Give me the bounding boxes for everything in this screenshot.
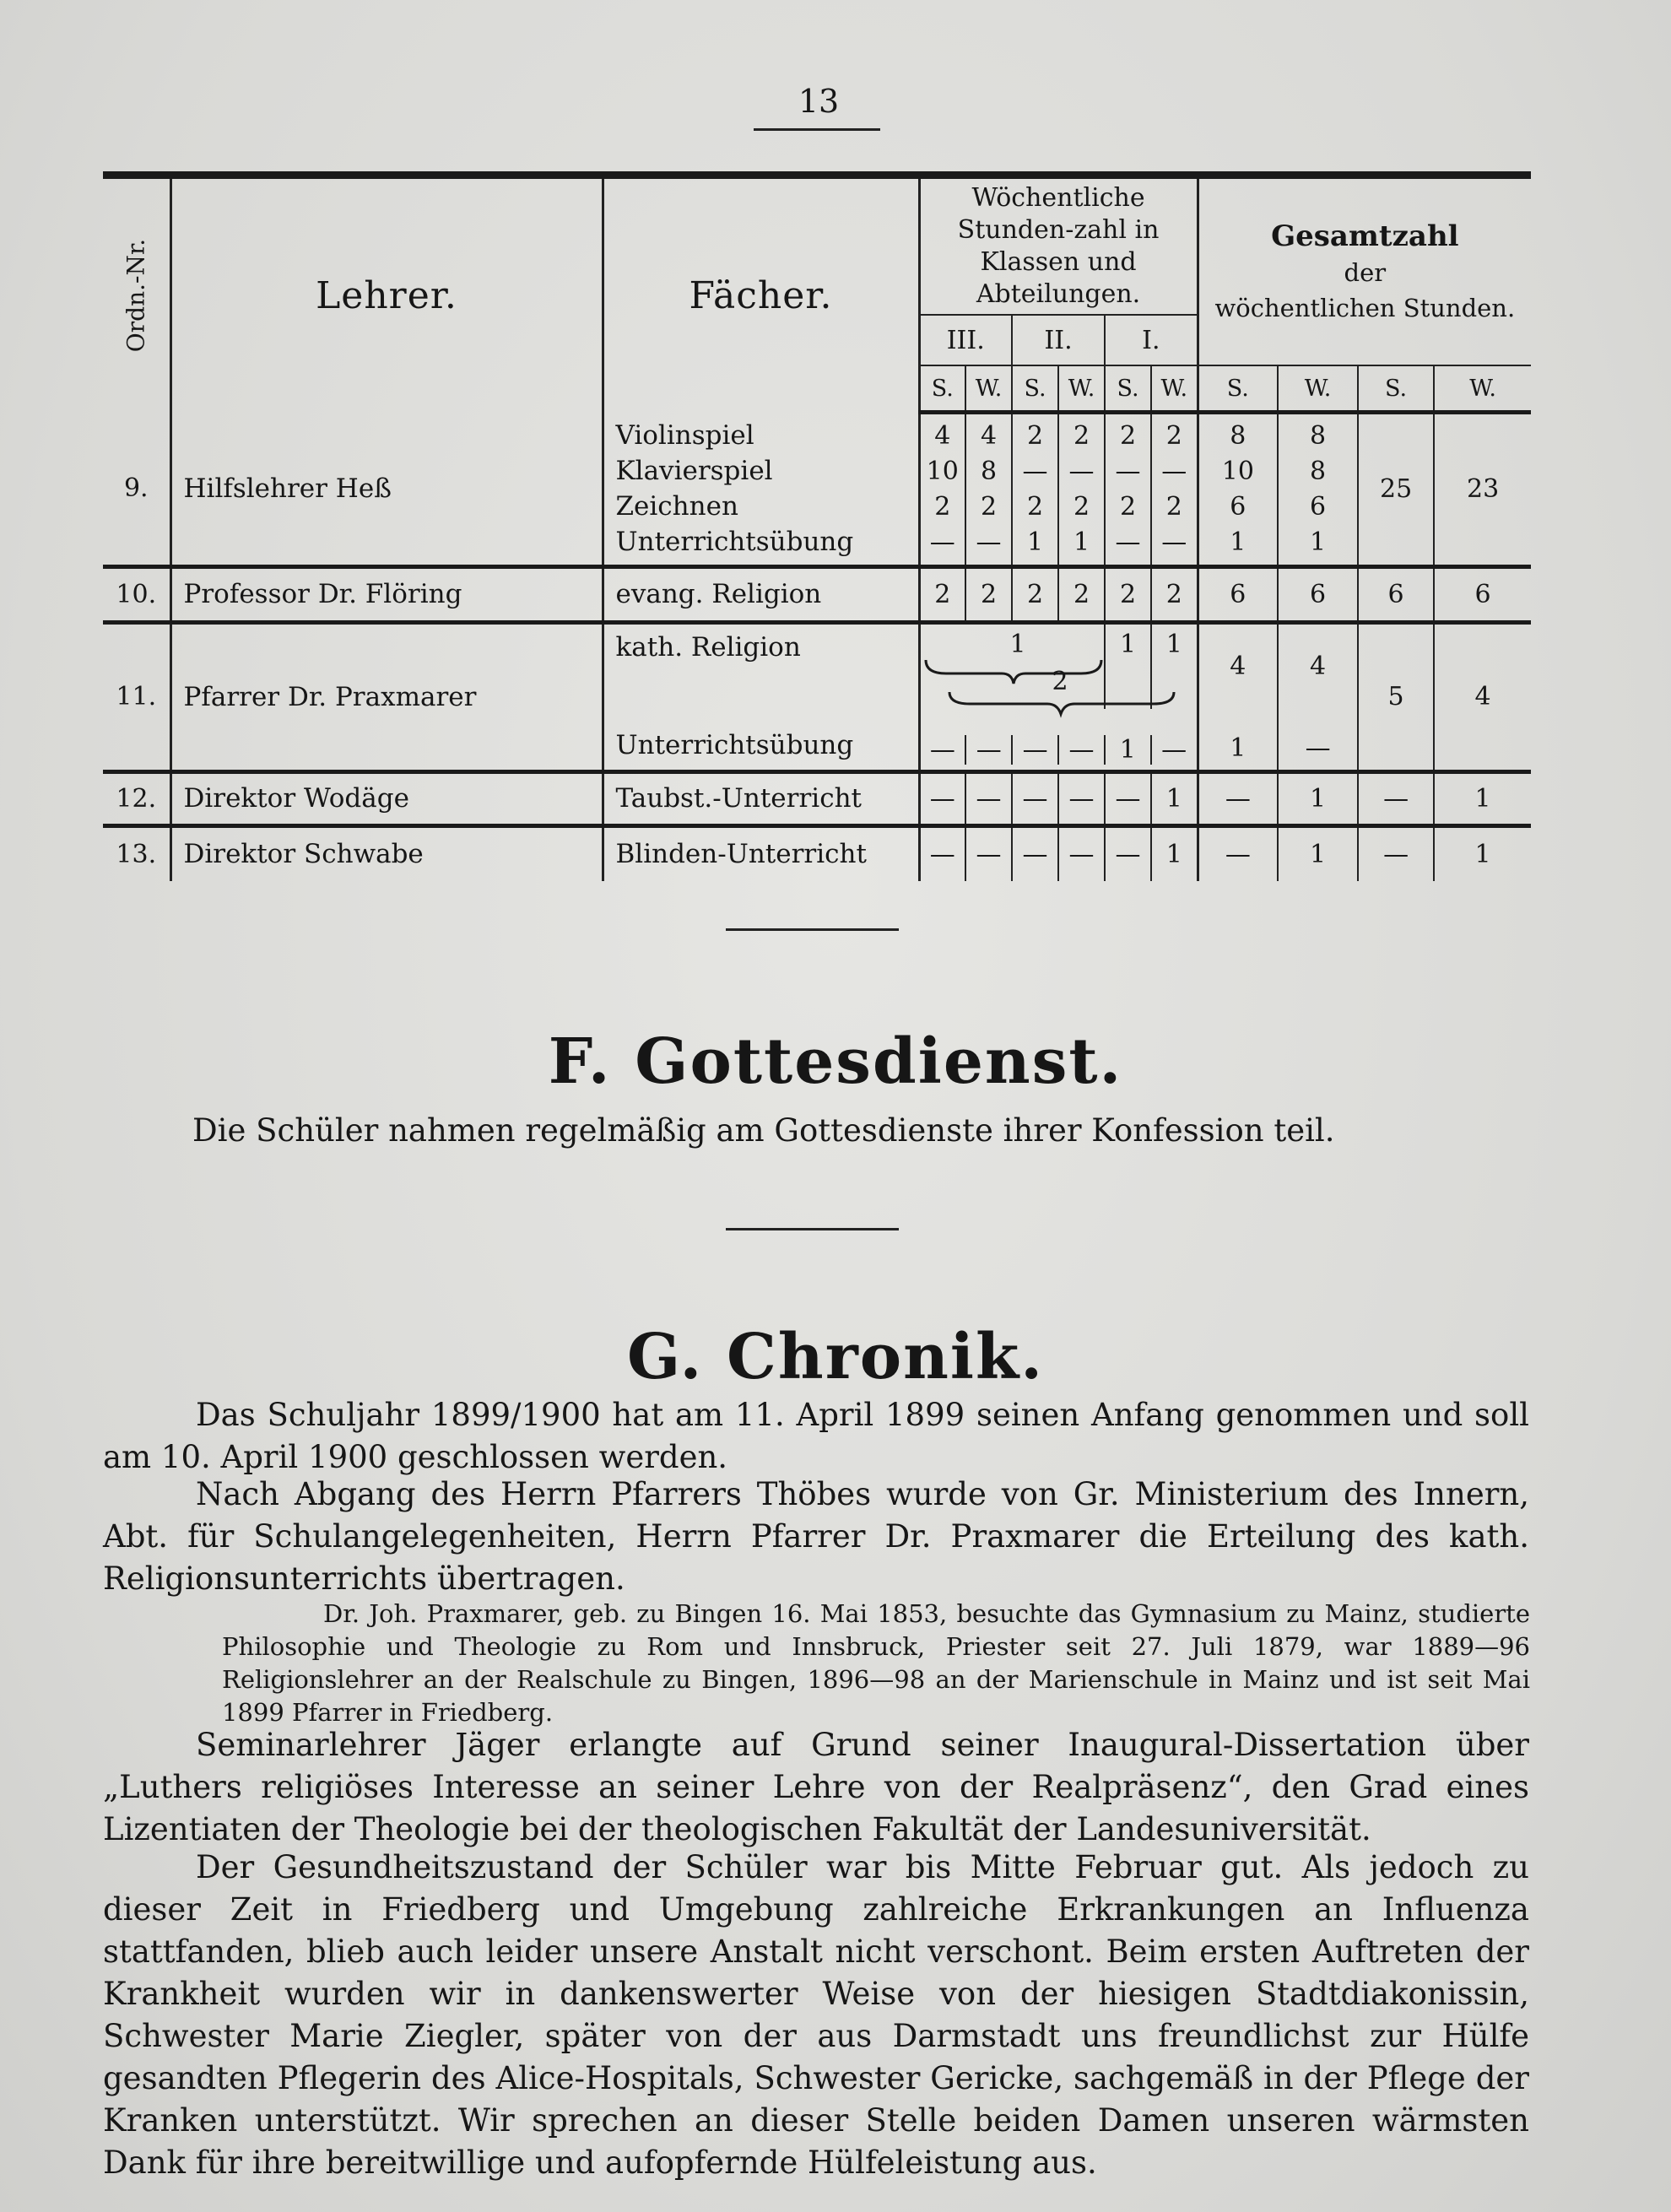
subject: Unterrichtsübung [603,709,919,772]
teacher-name: Direktor Wodäge [170,771,603,825]
table-row-12 [103,771,1531,825]
teaching-hours-table [103,171,1531,881]
teacher-name: Pfarrer Dr. Praxmarer [170,622,603,771]
subject: Violinspiel [615,419,754,451]
cell-i-w: 1 [1151,622,1198,709]
header-w: W. [965,365,1012,413]
cell-i-s: 2 [1105,566,1151,622]
cell-ii-w: 2 [1058,566,1105,622]
cell-iii-s: — [929,734,955,765]
table-row-13 [103,825,1531,881]
header-class-i: I. [1105,315,1198,365]
cell-subtotal-w: 1 [1278,825,1358,881]
header-gesamtzahl-sub: wöchentlichen Stunden. [1214,293,1516,322]
cell-subtotal-s: 1 [1198,709,1278,772]
subject: kath. Religion [603,622,919,709]
header-gesamtzahl-title: Gesamtzahl [1271,219,1459,253]
subject: evang. Religion [603,566,919,622]
cell-i-s: 1 [1105,622,1151,709]
header-w: W. [1058,365,1105,413]
cell-subtotal-w: 8 8 6 1 [1278,413,1358,567]
header-faecher: Fächer. [603,176,919,413]
cell-total-s: 6 [1358,566,1434,622]
table-row-11 [103,622,1531,709]
cell-ii-s: 2 — 2 1 [1012,413,1058,567]
page-number-rule [754,128,880,131]
cell-subtotal-w: 4 [1278,622,1358,709]
chronicle-footnote: Dr. Joh. Praxmarer, geb. zu Bingen 16. Mai 1853, besuchte das Gymnasium zu Mainz, studierte Philosophie und Theologie zu Rom und Innsbruck, Priester seit 27. Juli 1879, war 1889—96 Religionslehrer an der Realschule zu Bingen, 1896—98 an der Marienschule in Mainz und ist seit Mai 1899 Pfarrer in Friedberg. [222,1599,1530,1727]
header-s: S. [1198,365,1278,413]
cell-ii-s: — [1011,735,1057,765]
cell-total-w: 6 [1434,566,1531,622]
cell-subtotal-w: 1 [1278,771,1358,825]
section-f-text: Die Schüler nahmen regelmäßig am Gottesdienste ihrer Konfession teil. [192,1112,1335,1149]
subject: Zeichnen [615,490,738,522]
cell-ii-s: — [1012,771,1058,825]
row-number: 13. [116,839,157,869]
cell-ii-s: — [1012,825,1058,881]
cell-total-s: — [1358,771,1434,825]
cell-subtotal-s: 4 [1198,622,1278,709]
cell-total-s: 5 [1358,622,1434,771]
subject: Klavierspiel [615,455,773,486]
cell-subtotal-w: 6 [1278,566,1358,622]
section-divider-rule [726,1228,899,1230]
header-class-ii: II. [1012,315,1105,365]
cell-i-w: 1 [1151,771,1198,825]
header-woechentliche-stunden: Wöchentliche Stunden-zahl in Klassen und Abteilungen. [919,176,1198,316]
section-g-heading: G. Chronik. [626,1321,1045,1393]
subject-list [603,413,919,567]
table-row-10 [103,566,1531,622]
cell-ii-w: — [1058,771,1105,825]
subject: Blinden-Unterricht [603,825,919,881]
brace-bottom-value: 2 [1052,666,1068,696]
row-number: 9. [123,473,149,503]
row-number: 12. [116,783,157,814]
cell-iii-s: — [919,771,965,825]
exercise-cells [921,735,1197,765]
teacher-name: Direktor Schwabe [170,825,603,881]
cell-i-s: 2 — 2 — [1105,413,1151,567]
header-w: W. [1151,365,1198,413]
cell-i-w: 1 [1151,825,1198,881]
cell-i-w: 2 [1151,566,1198,622]
cell-ii-w: — [1057,735,1104,765]
cell-total-w: 4 [1434,622,1531,771]
cell-total-w: 1 [1434,825,1531,881]
cell-i-s: — [1105,825,1151,881]
teacher-name: Professor Dr. Flöring [170,566,603,622]
cell-subtotal-s: 6 [1198,566,1278,622]
cell-subtotal-s: — [1198,825,1278,881]
cell-iii-w: 4 8 2 — [965,413,1012,567]
header-gesamtzahl [1198,176,1531,366]
header-gesamtzahl-der: der [1344,257,1387,287]
cell-i-s: — [1105,771,1151,825]
cell-total-w: 1 [1434,771,1531,825]
cell-subtotal-s: — [1198,771,1278,825]
chronicle-paragraph-3: Seminarlehrer Jäger erlangte auf Grund seiner Inaugural-Dissertation über „Luthers religiöses Interesse an seiner Lehre von der Realpräsenz“, den Grad eines Lizentiaten der Theologie bei der theologischen Fakultät der Landesuniversität. [103,1727,1529,1847]
table-row-9 [103,413,1531,567]
cell-iii-s: 4 10 2 — [919,413,965,567]
subject: Unterrichtsübung [615,526,854,557]
cell-ii-w: — [1058,825,1105,881]
cell-subtotal-s: 8 10 6 1 [1198,413,1278,567]
brace-top-value: 1 [1009,629,1026,659]
chronicle-paragraph-1: Das Schuljahr 1899/1900 hat am 11. April 1899 seinen Anfang genommen und soll am 10. April 1900 geschlossen werden. [103,1397,1529,1475]
brace-cell-all-classes [919,666,1198,772]
cell-i-w: 2 — 2 — [1151,413,1198,567]
cell-total-w: 23 [1434,413,1531,567]
cell-i-s: 1 [1104,735,1150,765]
cell-iii-w: — [965,825,1012,881]
page-number: 13 [798,83,840,120]
cell-iii-w: — [965,771,1012,825]
section-f-heading: F. Gottesdienst. [548,1025,1123,1098]
cell-iii-w: — [965,735,1011,765]
subject: Taubst.-Unterricht [603,771,919,825]
chronicle-paragraph-4: Der Gesundheitszustand der Schüler war bis Mitte Februar gut. Als jedoch zu dieser Zeit in Friedberg und Umgebung zahlreiche Erkrankungen an Influenza stattfanden, blieb auch leider unsere Anstalt nicht verschont. Beim ersten Auftreten der Krankheit wurden wir in dankenswerter Weise von der hiesigen Stadtdiakonissin, Schwester Marie Ziegler, später von der aus Darmstadt uns freundlichst zur Hülfe gesandten Pflegerin des Alice-Hospitals, Schwester Gericke, sachgemäß in der Pflege der Kranken unterstützt. Wir sprechen an dieser Stelle beiden Damen unseren wärmsten Dank für ihre bereitwillige und aufopfernde Hülfeleistung aus. [103,1849,1529,2181]
header-w: W. [1278,365,1358,413]
cell-i-w: — [1150,735,1197,765]
header-lehrer: Lehrer. [170,176,603,413]
cell-total-s: 25 [1358,413,1434,567]
cell-ii-s: 2 [1012,566,1058,622]
header-s: S. [919,365,965,413]
table-end-rule [726,928,899,931]
header-class-iii: III. [919,315,1012,365]
cell-total-s: — [1358,825,1434,881]
header-ordn-nr: Ordn.-Nr. [122,239,150,353]
chronicle-paragraph-2: Nach Abgang des Herrn Pfarrers Thöbes wurde von Gr. Ministerium des Innern, Abt. für Schulangelegenheiten, Herrn Pfarrer Dr. Praxmarer die Erteilung des kath. Religionsunterrichts übertragen. [103,1476,1529,1597]
row-number: 10. [116,579,157,609]
header-s: S. [1358,365,1434,413]
header-s: S. [1105,365,1151,413]
cell-iii-s: — [919,825,965,881]
cell-iii-s: 2 [919,566,965,622]
cell-subtotal-w: — [1278,709,1358,772]
header-s: S. [1012,365,1058,413]
cell-ii-w: 2 — 2 1 [1058,413,1105,567]
cell-iii-w: 2 [965,566,1012,622]
teacher-name: Hilfslehrer Heß [170,413,603,567]
table-header-row [103,176,1531,316]
header-w: W. [1434,365,1531,413]
row-number: 11. [116,682,157,711]
